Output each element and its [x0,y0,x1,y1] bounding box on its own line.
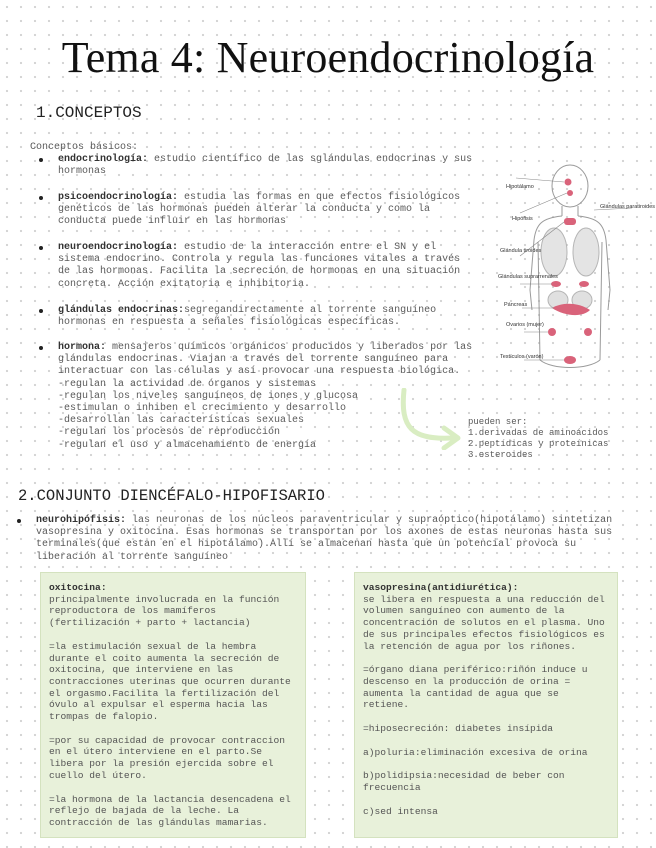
types-label: pueden ser: [468,417,528,427]
concept-text: estudio de la interacción entre el SN y el sistema endocrino. Controla y regula las funciones vitales a través de las hormonas. Facilita la secreción de hormonas en una situación concreta. Acción exitatoria e inhibitoria. [58,242,461,290]
concept-item [58,242,478,291]
section-heading-conceptos: 1.CONCEPTOS [36,104,142,122]
label-pancreas: Páncreas [504,302,528,308]
concept-text: mensajeros químicos orgánicos producidos y liberados por las glándulas endocrinas. Viajan a través del torrente sanguíneo para interactuar con las células y así provocar una respuesta biológica. [58,342,473,378]
section-heading-diencefalo: 2.CONJUNTO DIENCÉFALO-HIPOFISARIO [18,487,325,505]
box-paragraph: =hiposecreción: diabetes insípida [363,723,553,735]
type-item: 3.esteroides [468,450,533,460]
concept-item [58,192,478,229]
hormone-function: -regulan el uso y almacenamiento de energía [58,439,317,451]
concept-item [58,154,478,178]
concept-term: neuroendocrinología: [58,242,179,253]
hormone-function: -desarrollan las características sexuales [58,415,305,427]
box-title: oxitocina: [49,582,107,593]
type-item: 2.peptídicas y proteínicas [468,439,609,449]
box-title: vasopresina(antidiurética): [363,582,519,593]
hormone-function: -regulan la actividad de órganos y sistemas [58,378,317,390]
box-paragraph: =órgano diana periférico:riñón induce u descenso en la producción de orina = aumenta la cantidad de agua que se retiene. [363,664,588,711]
box-paragraph: =la estimulación sexual de la hembra durante el coito aumenta la secreción de oxitocina, que interviene en las contracciones uterinas que ocurren durante el orgasmo.Facilita la fertilización del óvulo al expulsar el esperma hacia las trompas de falopio. [49,640,291,723]
curved-arrow-icon [392,388,472,450]
hormone-function: -estimulan o inhiben el crecimiento y desarrollo [58,403,347,415]
concept-term: neurohipófisis: [36,515,127,526]
label-ovarios: Ovarios (mujer) [506,322,544,328]
concept-text: estudio científico de las sglándulas endocrinas y sus hormonas [58,154,473,178]
label-paratiroides: Glándulas paratiroides [600,204,656,210]
label-testiculos: Testículos (varón) [500,354,544,360]
concept-item [58,305,478,329]
label-hipofisis: Hipófisis [512,216,533,222]
box-paragraph: =la hormona de la lactancia desencadena el reflejo de bajada de la leche. La contracción de las glándulas mamarias. [49,793,291,828]
vasopresina-box [354,572,618,838]
concept-term: hormona: [58,342,107,353]
label-suprarrenales: Glándulas suprarrenales [498,274,558,280]
hormone-function: -regulan los procesos de reproducción [58,427,281,439]
page-title: Tema 4: Neuroendocrinología [61,33,595,82]
box-paragraph: b)polidipsia:necesidad de beber con frecuencia [363,770,565,794]
concept-text: segregandirectamente al torrente sanguíneo hormonas en respuesta a señales fisiológicas específicas. [58,305,437,329]
oxitocina-box [40,572,306,838]
label-hipotalamo: Hipotálamo [506,184,534,190]
neurohipofisis-item [36,515,631,564]
box-paragraph: c)sed intensa [363,805,438,817]
hormone-function: -regulan los niveles sanguíneos de iones y glucosa [58,390,359,402]
box-paragraph: =por su capacidad de provocar contraccion en el útero interviene en el parto.Se libera por la presión ejercida sobre el cuello del útero. [49,734,286,781]
concept-term: endocrinología: [58,154,149,165]
concept-text: estudia las formas en que efectos fisiológicos genéticos de las hormonas pueden alterar la conducta y como la conducta puede influir en las hormonas [58,192,461,228]
label-tiroides: Glándula tiroides [500,248,542,254]
box-paragraph: se libera en respuesta a una reducción del volumen sanguíneo con aumento de la concentración de solutos en el plasma. Uno de sus principales efectos fisiológicos es la retención de agua por los riñones. [363,593,605,652]
hormone-types [468,417,653,461]
type-item: 1.derivadas de aminoácidos [468,428,609,438]
concept-term: glándulas endocrinas: [58,305,185,316]
box-paragraph: principalmente involucrada en la función reproductora de los mamíferos (fertilización + parto + lactancia) [49,593,280,629]
concept-term: psicoendocrinología: [58,192,179,203]
concepts-intro: Conceptos básicos: [30,142,139,153]
box-paragraph: a)poluria:eliminación excesiva de orina [363,746,588,758]
endocrine-system-figure [482,160,656,378]
concept-text: las neuronas de los núcleos paraventricular y supraóptico(hipotálamo) sintetizan vasopresina y oxitocina. Esas hormonas se transportan por los axones de estas neuronas hasta sus terminales(que estan en el hipotálamo).Allí se almacenan hasta que un potencial provoca su liberación al torrente sanguíneo [36,515,613,563]
